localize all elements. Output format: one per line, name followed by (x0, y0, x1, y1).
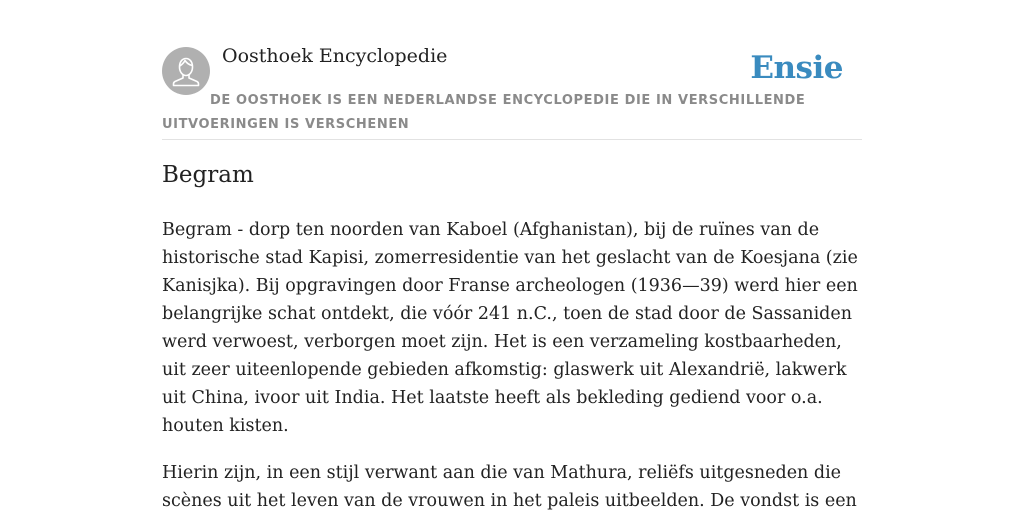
article-body (162, 216, 862, 512)
site-header (162, 0, 862, 140)
site-tagline: DE OOSTHOEK IS EEN NEDERLANDSE ENCYCLOPEDIE DIE IN VERSCHILLENDE UITVOERINGEN IS VERSCHENEN (162, 93, 806, 132)
article-paragraph: Begram - dorp ten noorden van Kaboel (Afghanistan), bij de ruïnes van de historische stad Kapisi, zomerresidentie van het geslacht van de Koesjana (zie Kanisjka). Bij opgravingen door Franse archeologen (1936—39) werd hier een belangrijke schat ontdekt, die vóór 241 n.C., toen de stad door de Sassaniden werd verwoest, verborgen moet zijn. Het is een verzameling kostbaarheden, uit zeer uiteenlopende gebieden afkomstig: glaswerk uit Alexandrië, lakwerk uit China, ivoor uit India. Het laatste heeft als bekleding gediend voor o.a. houten kisten. (162, 220, 858, 436)
site-title-link[interactable]: Oosthoek Encyclopedie (222, 45, 448, 67)
article-paragraph: Hierin zijn, in een stijl verwant aan die van Mathura, reliëfs uitgesneden die scènes uit het leven van de vrouwen in het paleis uitbeelden. De vondst is een (162, 463, 857, 511)
user-avatar-icon[interactable] (162, 47, 210, 95)
page-container (162, 0, 862, 511)
article-title: Begram (162, 162, 254, 188)
ensie-logo-link[interactable]: Ensie (750, 50, 843, 86)
user-silhouette-icon (162, 47, 210, 95)
